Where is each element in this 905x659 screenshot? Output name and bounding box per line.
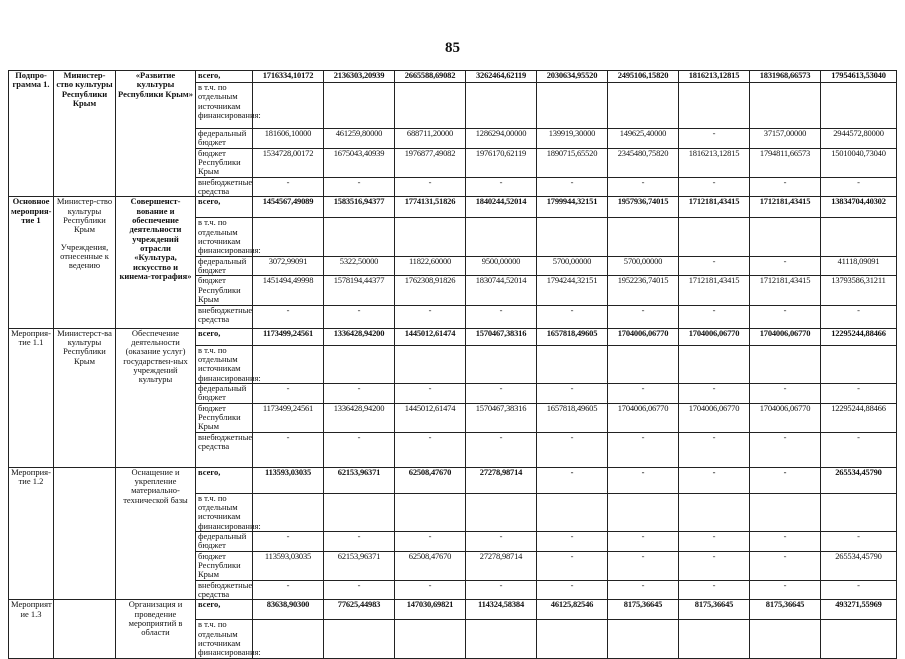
amount-cell: 1657818,49605 [537,403,608,432]
amount-cell: - [253,305,324,328]
amount-cell [750,620,821,658]
amount-cell: 8175,36645 [608,600,679,620]
amount-cell: - [679,129,750,149]
amount-cell: 3262464,62119 [466,71,537,83]
amount-cell: 1794244,32151 [537,276,608,305]
amount-cell [608,218,679,256]
amount-cell: - [750,256,821,276]
amount-cell: 1816213,12815 [679,71,750,83]
executor-cell [54,328,116,467]
table-row [9,467,897,493]
total-amount-cell: 2944572,80000 [821,129,897,149]
table-row [9,197,897,218]
funding-source-label: в т.ч. по отдельным источникам финансирования: [196,345,253,383]
program-name: Совершенст-вование и обеспечение деятельности учреждений отрасли «Культура, искусство и кинема-тография» [116,197,196,328]
amount-cell: - [253,432,324,467]
amount-cell [395,83,466,129]
total-amount-cell: 265534,45790 [821,467,897,493]
program-code: Мероприят ие 1.3 [9,600,54,658]
amount-cell: - [537,467,608,493]
amount-cell: - [750,467,821,493]
total-amount-cell: 13793586,31211 [821,276,897,305]
amount-cell: 1336428,94200 [324,328,395,345]
amount-cell [537,345,608,383]
amount-cell [608,493,679,531]
amount-cell: 1173499,24561 [253,403,324,432]
amount-cell: 1840244,52014 [466,197,537,218]
amount-cell: - [679,580,750,600]
amount-cell: 2495106,15820 [608,71,679,83]
amount-cell: - [750,177,821,197]
total-amount-cell: - [821,383,897,403]
amount-cell [537,493,608,531]
amount-cell: - [537,531,608,551]
funding-source-label: внебюджетные средства [196,580,253,600]
funding-source-label: внебюджетные средства [196,305,253,328]
executor-cell [54,197,116,328]
amount-cell: 1976877,49082 [395,148,466,177]
amount-cell [679,620,750,658]
funding-source-label: федеральный бюджет [196,256,253,276]
amount-cell: 181606,10000 [253,129,324,149]
executor-cell [54,600,116,658]
program-code: Мероприя-тие 1.2 [9,467,54,600]
total-amount-cell [821,493,897,531]
amount-cell [750,493,821,531]
amount-cell: 1454567,49089 [253,197,324,218]
amount-cell: - [253,531,324,551]
amount-cell: 113593,03035 [253,467,324,493]
amount-cell: 147030,69821 [395,600,466,620]
amount-cell [324,83,395,129]
amount-cell [537,83,608,129]
amount-cell: 1890715,65520 [537,148,608,177]
amount-cell: 1173499,24561 [253,328,324,345]
funding-source-label: в т.ч. по отдельным источникам финансирования: [196,620,253,658]
amount-cell: 46125,82546 [537,600,608,620]
program-name: «Развитие культуры Республики Крым» [116,71,196,197]
amount-cell: 1712181,43415 [750,276,821,305]
amount-cell [324,218,395,256]
funding-source-label: бюджет Республики Крым [196,148,253,177]
total-amount-cell: 41118,09091 [821,256,897,276]
amount-cell: - [466,531,537,551]
table-row [9,71,897,83]
amount-cell: - [608,531,679,551]
funding-source-label: федеральный бюджет [196,531,253,551]
total-amount-cell: 15010040,73040 [821,148,897,177]
amount-cell: - [537,177,608,197]
amount-cell [466,620,537,658]
total-amount-cell: 493271,55969 [821,600,897,620]
amount-cell: - [608,432,679,467]
amount-cell: - [466,580,537,600]
amount-cell [466,345,537,383]
amount-cell [537,620,608,658]
amount-cell: - [253,383,324,403]
amount-cell: 1704006,06770 [750,403,821,432]
amount-cell [608,620,679,658]
amount-cell: - [608,467,679,493]
amount-cell: 1952236,74015 [608,276,679,305]
amount-cell: 1704006,06770 [608,403,679,432]
amount-cell [679,493,750,531]
amount-cell: - [395,580,466,600]
amount-cell: - [253,177,324,197]
amount-cell: 1704006,06770 [679,403,750,432]
amount-cell [537,218,608,256]
amount-cell: 1583516,94377 [324,197,395,218]
funding-source-label: всего, [196,467,253,493]
amount-cell [466,493,537,531]
amount-cell: 11822,60000 [395,256,466,276]
total-amount-cell: - [821,432,897,467]
amount-cell: - [679,383,750,403]
amount-cell: - [679,177,750,197]
total-amount-cell: - [821,580,897,600]
amount-cell: 149625,40000 [608,129,679,149]
amount-cell: - [537,580,608,600]
amount-cell [253,218,324,256]
amount-cell: 62508,47670 [395,467,466,493]
amount-cell: 1534728,00172 [253,148,324,177]
program-code: Основное мероприя-тие 1 [9,197,54,328]
funding-source-label: бюджет Республики Крым [196,551,253,580]
amount-cell [608,345,679,383]
amount-cell [395,620,466,658]
amount-cell: 113593,03035 [253,551,324,580]
amount-cell: 1794811,66573 [750,148,821,177]
amount-cell [253,83,324,129]
amount-cell: 37157,00000 [750,129,821,149]
total-amount-cell: - [821,305,897,328]
amount-cell: - [608,305,679,328]
amount-cell [324,620,395,658]
total-amount-cell: 13834704,40302 [821,197,897,218]
amount-cell [608,83,679,129]
amount-cell: 1578194,44377 [324,276,395,305]
amount-cell: - [750,305,821,328]
executor-name: Министер-ство культуры Республики Крым [56,196,113,235]
amount-cell: 1445012,61474 [395,403,466,432]
funding-source-label: бюджет Республики Крым [196,276,253,305]
funding-source-label: федеральный бюджет [196,383,253,403]
program-name: Организация и проведение мероприятий в области [116,600,196,658]
amount-cell [679,83,750,129]
amount-cell: - [395,531,466,551]
amount-cell: 1816213,12815 [679,148,750,177]
funding-source-label: в т.ч. по отдельным источникам финансирования: [196,218,253,256]
total-amount-cell: 12295244,88466 [821,403,897,432]
table-row [9,328,897,345]
amount-cell: - [608,551,679,580]
amount-cell: - [750,580,821,600]
total-amount-cell [821,620,897,658]
amount-cell: 1451494,49998 [253,276,324,305]
amount-cell: - [324,383,395,403]
amount-cell [253,345,324,383]
amount-cell [253,493,324,531]
amount-cell: 5700,00000 [608,256,679,276]
amount-cell: 1704006,06770 [608,328,679,345]
amount-cell: - [395,383,466,403]
total-amount-cell [821,345,897,383]
amount-cell: 2665588,69082 [395,71,466,83]
amount-cell: - [537,432,608,467]
amount-cell: - [679,551,750,580]
amount-cell: - [679,531,750,551]
amount-cell: - [750,383,821,403]
executor-name-2: Учреждения, отнесенные к ведению [60,241,109,271]
funding-source-label: всего, [196,197,253,218]
program-name: Оснащение и укрепление материально-технической базы [116,467,196,600]
amount-cell: 1712181,43415 [750,197,821,218]
funding-source-label: всего, [196,600,253,620]
amount-cell: 1830744,52014 [466,276,537,305]
executor-cell [54,71,116,197]
funding-source-label: федеральный бюджет [196,129,253,149]
amount-cell: - [608,580,679,600]
amount-cell: 83638,90300 [253,600,324,620]
amount-cell [679,218,750,256]
amount-cell: 1704006,06770 [679,328,750,345]
amount-cell: 461259,80000 [324,129,395,149]
amount-cell: - [466,305,537,328]
amount-cell [253,620,324,658]
total-amount-cell: 12295244,88466 [821,328,897,345]
total-amount-cell [821,218,897,256]
total-amount-cell: - [821,177,897,197]
amount-cell: - [537,551,608,580]
amount-cell [324,493,395,531]
amount-cell: 1957936,74015 [608,197,679,218]
table-row [9,600,897,620]
amount-cell: - [750,432,821,467]
amount-cell: 1716334,10172 [253,71,324,83]
funding-source-label: в т.ч. по отдельным источникам финансирования: [196,493,253,531]
funding-source-label: всего, [196,328,253,345]
amount-cell: 1712181,43415 [679,197,750,218]
executor-name: Министер-ство культуры Республики Крым [56,70,113,109]
amount-cell: - [395,305,466,328]
amount-cell: 1570467,38316 [466,328,537,345]
amount-cell: - [324,305,395,328]
amount-cell: 1712181,43415 [679,276,750,305]
funding-source-label: внебюджетные средства [196,177,253,197]
amount-cell: - [537,305,608,328]
amount-cell [750,83,821,129]
amount-cell: 1799944,32151 [537,197,608,218]
amount-cell: 2136303,20939 [324,71,395,83]
amount-cell: 1704006,06770 [750,328,821,345]
amount-cell [324,345,395,383]
amount-cell: - [253,580,324,600]
amount-cell: - [679,467,750,493]
amount-cell: 139919,30000 [537,129,608,149]
program-code: Подпро-грамма 1. [9,71,54,197]
amount-cell: 5700,00000 [537,256,608,276]
amount-cell: - [466,177,537,197]
amount-cell: 1831968,66573 [750,71,821,83]
amount-cell [395,493,466,531]
amount-cell: 8175,36645 [679,600,750,620]
amount-cell [466,83,537,129]
amount-cell: - [608,177,679,197]
amount-cell [679,345,750,383]
executor-name: Министерст-ва культуры Республики Крым [57,327,112,366]
amount-cell: 2030634,95520 [537,71,608,83]
amount-cell [395,218,466,256]
amount-cell: - [466,383,537,403]
amount-cell: - [537,383,608,403]
amount-cell [395,345,466,383]
total-amount-cell: 265534,45790 [821,551,897,580]
amount-cell: 5322,50000 [324,256,395,276]
total-amount-cell: 17954613,53040 [821,71,897,83]
executor-cell [54,467,116,600]
amount-cell: 1445012,61474 [395,328,466,345]
amount-cell: 62153,96371 [324,551,395,580]
amount-cell: 688711,20000 [395,129,466,149]
amount-cell: - [324,177,395,197]
amount-cell: - [324,531,395,551]
amount-cell: - [324,432,395,467]
amount-cell: - [395,177,466,197]
amount-cell: 1286294,00000 [466,129,537,149]
program-name: Обеспечение деятельности (оказание услуг) государствен-ных учреждений культуры [116,328,196,467]
amount-cell: 27278,98714 [466,467,537,493]
amount-cell: 2345480,75820 [608,148,679,177]
amount-cell [466,218,537,256]
amount-cell [750,218,821,256]
amount-cell: - [395,432,466,467]
amount-cell: 9500,00000 [466,256,537,276]
amount-cell: - [679,305,750,328]
amount-cell: 77625,44983 [324,600,395,620]
amount-cell [750,345,821,383]
amount-cell: - [679,256,750,276]
amount-cell: - [750,531,821,551]
amount-cell: 62153,96371 [324,467,395,493]
amount-cell: 1570467,38316 [466,403,537,432]
amount-cell: - [750,551,821,580]
amount-cell: - [679,432,750,467]
total-amount-cell: - [821,531,897,551]
amount-cell: 62508,47670 [395,551,466,580]
amount-cell: 3072,99091 [253,256,324,276]
total-amount-cell [821,83,897,129]
amount-cell: 114324,58384 [466,600,537,620]
amount-cell: - [608,383,679,403]
amount-cell: 8175,36645 [750,600,821,620]
funding-source-label: внебюджетные средства [196,432,253,467]
amount-cell: 1675043,40939 [324,148,395,177]
funding-source-label: всего, [196,71,253,83]
amount-cell: - [324,580,395,600]
amount-cell: 1774131,51826 [395,197,466,218]
funding-source-label: в т.ч. по отдельным источникам финансирования: [196,83,253,129]
amount-cell: 1336428,94200 [324,403,395,432]
amount-cell: 27278,98714 [466,551,537,580]
amount-cell: - [466,432,537,467]
amount-cell: 1976170,62119 [466,148,537,177]
amount-cell: 1762308,91826 [395,276,466,305]
program-code: Мероприя-тие 1.1 [9,328,54,467]
funding-source-label: бюджет Республики Крым [196,403,253,432]
amount-cell: 1657818,49605 [537,328,608,345]
budget-table [8,70,897,659]
page-number: 85 [445,40,460,56]
